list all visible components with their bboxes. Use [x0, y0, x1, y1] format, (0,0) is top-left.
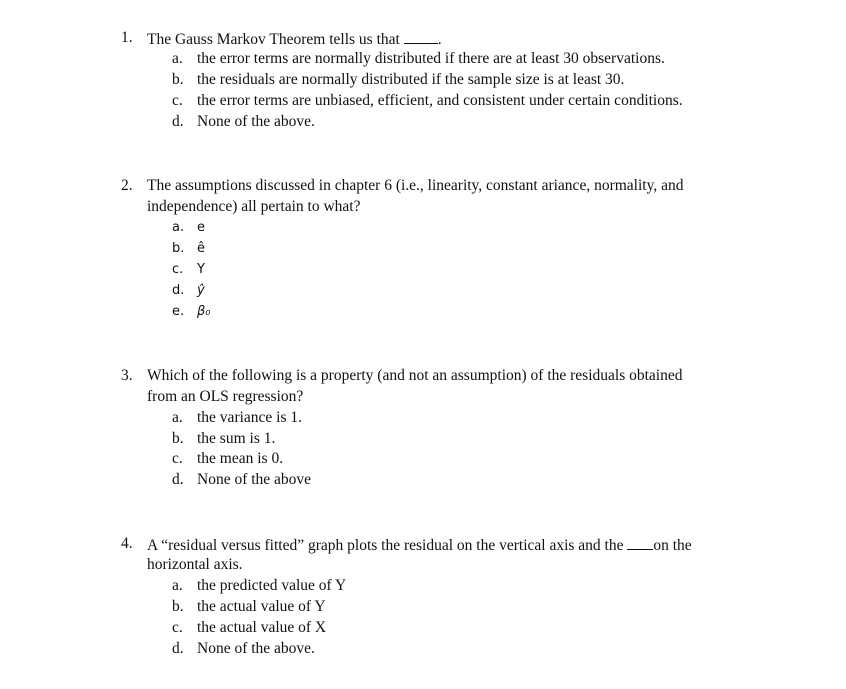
option-text: β₀: [197, 304, 211, 319]
question-number: 4.: [121, 535, 133, 552]
option-letter: b.: [172, 241, 185, 256]
question-text-end: on the: [653, 537, 692, 554]
option-item: [172, 598, 326, 618]
question-stem: [147, 535, 692, 555]
option-item: [172, 50, 665, 70]
option-text: None of the above.: [197, 113, 315, 130]
option-letter: a.: [172, 220, 185, 235]
question-text-line-2: from an OLS regression?: [147, 388, 304, 405]
question-text-line-1: Which of the following is a property (and not an assumption) of the residuals obtained: [147, 367, 683, 384]
question-stem: [147, 29, 442, 49]
option-text: the actual value of Y: [197, 598, 326, 615]
option-text: the residuals are normally distributed if the sample size is at least 30.: [197, 71, 625, 88]
option-letter: c.: [172, 619, 183, 636]
question-number: 3.: [121, 367, 133, 384]
option-item: [172, 241, 205, 261]
option-letter: e.: [172, 304, 185, 319]
answer-blank: [404, 29, 438, 44]
option-letter: b.: [172, 598, 184, 615]
option-item: [172, 71, 624, 91]
option-item: [172, 577, 346, 597]
option-text: the mean is 0.: [197, 450, 284, 467]
option-letter: c.: [172, 92, 183, 109]
option-item: [172, 220, 205, 240]
option-item: [172, 304, 211, 324]
option-item: [172, 430, 275, 450]
option-item: [172, 283, 205, 303]
option-text: ê: [197, 241, 205, 256]
option-text: the variance is 1.: [197, 409, 303, 426]
option-letter: c.: [172, 450, 183, 467]
option-letter: c.: [172, 262, 184, 277]
option-text: the predicted value of Y: [197, 577, 347, 594]
option-text: the error terms are normally distributed if there are at least 30 observations.: [197, 50, 665, 67]
option-item: [172, 471, 311, 491]
option-letter: a.: [172, 50, 183, 67]
option-text: Y: [197, 262, 205, 277]
option-text: None of the above: [197, 471, 312, 488]
question-text: A “residual versus fitted” graph plots the residual on the vertical axis and the: [147, 537, 624, 554]
answer-blank: [627, 535, 653, 550]
option-text: ŷ: [197, 283, 205, 298]
question-text: The Gauss Markov Theorem tells us that: [147, 31, 400, 48]
option-text: the error terms are unbiased, efficient, and consistent under certain conditions.: [197, 92, 683, 109]
option-item: [172, 262, 205, 282]
option-item: [172, 640, 315, 660]
option-item: [172, 450, 283, 470]
question-text-line-2: independence) all pertain to what?: [147, 198, 361, 215]
option-text: the actual value of X: [197, 619, 327, 636]
question-number: 1.: [121, 29, 133, 46]
option-letter: b.: [172, 71, 184, 88]
question-text-line-2: horizontal axis.: [147, 556, 243, 573]
option-letter: b.: [172, 430, 184, 447]
option-item: [172, 92, 683, 112]
option-item: [172, 409, 302, 429]
option-letter: a.: [172, 409, 183, 426]
option-text: the sum is 1.: [197, 430, 276, 447]
option-item: [172, 619, 326, 639]
question-text-line-1: The assumptions discussed in chapter 6 (i.e., linearity, constant ariance, normality, and: [147, 177, 684, 194]
option-item: [172, 113, 315, 133]
option-letter: a.: [172, 577, 183, 594]
option-text: None of the above.: [197, 640, 315, 657]
option-letter: d.: [172, 640, 184, 657]
question-text-end: .: [437, 31, 442, 48]
question-number: 2.: [121, 177, 133, 194]
option-text: e: [197, 220, 205, 235]
option-letter: d.: [172, 471, 184, 488]
option-letter: d.: [172, 283, 185, 298]
option-letter: d.: [172, 113, 184, 130]
